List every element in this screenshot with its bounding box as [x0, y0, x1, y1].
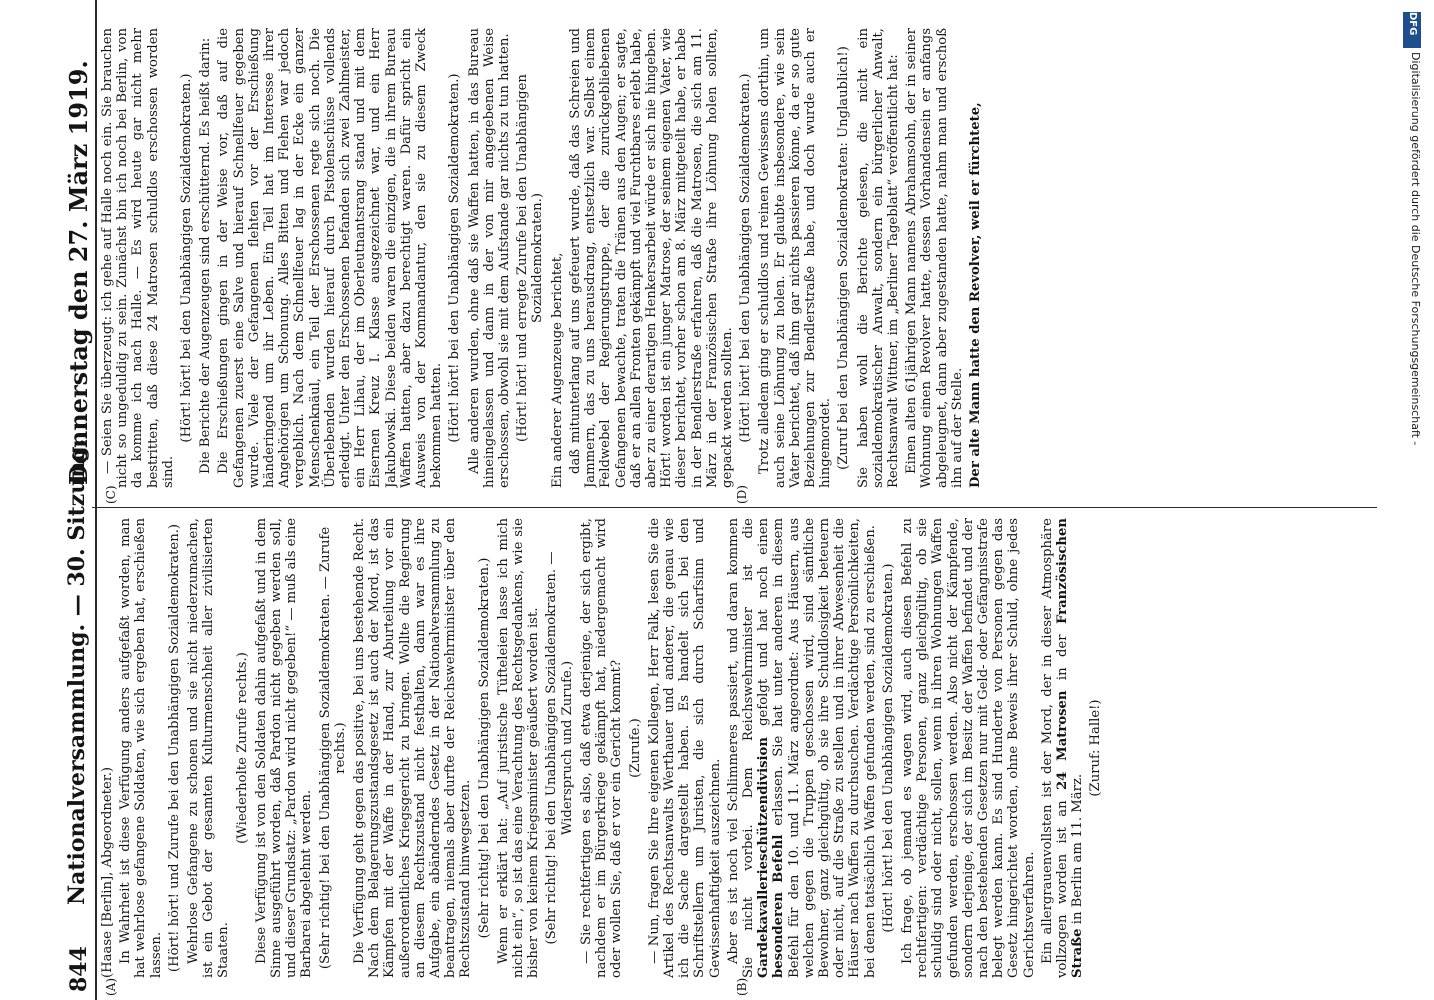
interjection: (Sehr richtig! bei den Unabhängigen Sozialdemokraten.) [476, 557, 492, 939]
margin-mark-a: (A) [104, 977, 118, 996]
paragraph: Wenn er erklärt hat: „Auf juristische Tüfteleien lasse ich mich nicht ein“, so ist das eine Verachtung des Rechtsgedankens, wie sie bisher von keinem Kriegsminister geäußert worden ist. [495, 518, 542, 978]
emphasis-order: besonderen Befehl [771, 834, 787, 978]
quoted-report: Trotz alledem ging er schuldlos und reinen Gewissens dorthin, um auch seine Löhnung zu holen. Er glaubte insbesondere, wie sein Vater berichtet, daß ihm gar nichts passieren könne, da er so gute Beziehungen zur Bendlerstraße habe, und doch wurde auch er hingemordet. [757, 28, 834, 488]
digitization-credit: Digitalisierung gefördert durch die Deutsche Forschungsgemeinschaft - [1409, 52, 1422, 446]
interjection: (Hört! hört! und erregte Zurufe bei den Unabhängigen Sozialdemokraten.) [515, 74, 546, 442]
text-run: Ein allergrauenvollsten ist der Mord, der in dieser Atmosphäre vollzogen worden ist an [1039, 518, 1070, 978]
page-number: 844 [66, 946, 92, 992]
paragraph [726, 518, 878, 978]
paragraph: Diese Verfügung ist von den Soldaten dahin aufgefaßt und in dem Sinne ausgeführt worden, daß Pardon nicht gegeben werden soll, und dieser Grundsatz: „Pardon wird nicht gegeben!“ — muß als eine Barbarei abgelehnt werden. [253, 518, 315, 978]
interjection: (Hört! hört! bei den Unabhängigen Sozialdemokraten.) [447, 73, 463, 443]
interjection: (Wiederholte Zurufe rechts.) [234, 652, 250, 844]
quoted-report: daß mitunterlang auf uns gefeuert wurde, daß das Schreien und Jammern, das zu uns herausdrang, entsetzlich war. Selbst einem Feldwebel der Regierungstruppe, der die zurückgebliebenen Gefangenen bewachte, traten die Tränen aus den Augen; er sagte, daß er an allen Fronten gekämpft und viel Furchtbares erlebt habe, aber zu einer derartigen Henkersarbeit würde er sich nie hingeben. Hört! worden ist ein junger Matrose, der seinem eigenen Vater, wie dieser berichtet, vorher schon am 8. März mitgeteilt habe, er habe in der Bendlerstraße erfahren, daß die Matrosen, die sich am 11. März in der Französischen Straße ihre Löhnung holen sollten, gepackt werden sollten. [567, 28, 735, 488]
header-left-title: Nationalversammlung. — 30. Sitzung. [64, 438, 90, 905]
paragraph: Sie haben wohl die Berichte gelesen, die nicht ein sozialdemokratischer Anwalt, sondern ein bürgerlicher Anwalt, Rechtsanwalt Wittner, im „Berliner Tageblatt“ veröffentlicht hat: [855, 28, 901, 488]
text-run: erlassen. Sie hat unter anderen in diesem Befehl für den 10. und 11. März angeordnet: Aus Häusern, aus welchen gegen die Truppen geschossen wird, sind sämtliche Bewohner, ganz gleichgültig, ob sie ihre Schuldlosigkeit beteuern oder nicht, auf die Straße zu stellen und in ihrer Abwesenheit die Häuser nach Waffen zu durchsuchen. Verdächtige Persönlichkeiten, bei denen tatsächlich Waffen gefunden werden, sind zu erschießen. [771, 518, 878, 978]
interjection: (Zuruf: Halle!) [1088, 699, 1104, 797]
speaker-line: (Haase [Berlin], Abgeordneter.) [100, 766, 115, 978]
digitization-credit-strip [1402, 8, 1428, 998]
paragraph: Der alte Mann hatte den Revolver, weil er fürchtete, [967, 102, 983, 488]
text-run: gefolgt und hat noch einen [756, 518, 772, 726]
paragraph: Die Verfügung geht gegen das positive, bei uns bestehende Recht. Nach dem Belagerungszustandsgesetz ist auch der Mord, ist das Kämpfen mit der Waffe in der Hand, zur Aburteilung vor ein außerordentliches Kriegsgericht zu bringen. Wollte die Regierung an diesem Rechtszustand nicht festhalten, dann war es ihre Aufgabe, ein abänderndes Gesetz in der Nationalversammlung zu beantragen, niemals aber durfte der Reichswehrminister über den Rechtszustand hinwegsetzen. [352, 518, 474, 978]
paragraph: In Wahrheit ist diese Verfügung anders aufgefaßt worden, man hat wehrlose gefangene Soldaten, wie sich ergeben hat, erschießen lassen. [118, 518, 164, 978]
dfg-logo-icon: DFG [1403, 12, 1421, 48]
margin-mark-c: (C) [104, 485, 118, 504]
emphasis-street: Französischen Straße [1054, 518, 1086, 978]
paragraph: Ich frage, ob jemand es wagen wird, auch diesen Befehl zu rechtfertigen: verdächtige Personen, ganz gleichgültig, ob sie schuldig sind oder nicht, sollen, wenn in ihren Wohnungen Waffen gefunden werden, erschossen werden. Also nicht der Kämpfende, sondern derjenige, der sich im Besitz der Waffen befindet und der nach den bestehenden Gesetzen nur mit Geld- oder Gefängnisstrafe belegt werden kann. Es sind Hunderte von Personen gegen das Gesetz hingerichtet worden, ohne Beweis ihrer Schuld, ohne jedes Gerichtsverfahren. [899, 518, 1037, 978]
text-run: Aber es ist noch viel Schlimmeres passiert, und daran kommen Sie nicht vorbei. Dem Reichswehrminister ist die [725, 518, 756, 978]
paragraph: Die Berichte der Augenzeugen sind erschütternd. Es heißt darin: [198, 37, 214, 474]
paragraph: Ein anderer Augenzeuge berichtet, [549, 252, 565, 488]
paragraph: — Seien Sie überzeugt: ich gehe auf Halle noch ein. Sie brauchen nicht so ungeduldig zu sein. Zunächst bin ich noch bei Berlin, von da komme ich nach Halle. — Es wird heute gar nicht mehr bestritten, daß diese 24 Matrosen schuldlos erschossen worden sind. [100, 28, 176, 488]
interjection: (Sehr richtig! bei den Unabhängigen Sozialdemokraten. — Widerspruch und Zurufe.) [544, 551, 575, 945]
emphasis-sailors: 24 Matrosen [1054, 690, 1070, 791]
header-rule [95, 0, 97, 1000]
quoted-report: Die Erschießungen gingen in der Weise vor, daß auf die Gefangenen zuerst eine Salve und hierauf Schnellfeuer gegeben wurde. Viele der Gefangenen flehten vor der Erschießung händeringend um ihr Leben. Ein Teil hat im Interesse ihrer Angehörigen um Schonung. Alles Bitten und Flehen war jedoch vergeblich. Nach dem Schnellfeuer lag in der Ecke ein ganzer Menschenknäul, ein Teil der Erschossenen regte sich noch. Die Überlebenden wurden hierauf durch Pistolenschüsse vollends erledigt. Unter den Erschossenen befanden sich zwei Zahlmeister, ein Herr Lihau, der im Oberleutnantsrang stand und mit dem Eisernen Kreuz I. Klasse ausgezeichnet war, und ein Herr Jakubowski. Diese beiden waren die einzigen, die in ihrem Bureau Waffen hatten, aber dazu berechtigt waren. Dafür spricht ein Ausweis von der Kommandantur, den sie zu diesem Zweck bekommen hatten. [216, 28, 445, 488]
paragraph: — Nun, fragen Sie Ihre eigenen Kollegen, Herr Falk, lesen Sie die Artikel des Rechtsanwalts Werthauer und anderer, die genau wie ich die Sache dargestellt haben. Es handelt sich bei den Schriftstellern um Juristen, die sich durch Scharfsinn und Gewissenhaftigkeit auszeichnen. [646, 518, 723, 978]
column-divider [92, 507, 1377, 508]
interjection: (Zuruf bei den Unabhängigen Sozialdemokraten: Unglaublich!) [836, 46, 852, 470]
interjection: (Hört! hört! bei den Unabhängigen Sozialdemokraten.) [738, 73, 754, 443]
margin-mark-d: (D) [735, 485, 749, 504]
interjection: (Hört! hört! und Zurufe bei den Unabhängigen Sozialdemokraten.) [166, 523, 182, 973]
quoted-report: Einen alten 61jährigen Mann namens Abrahamsohn, der in seiner Wohnung einen Revolver hatte, dessen Vorhandensein er anfangs abgeleugnet, dann aber zugestanden hatte, nahm man und erschoß ihn auf der Stelle. [904, 28, 965, 488]
paragraph [1040, 518, 1086, 978]
text-run: in der [1054, 634, 1070, 681]
interjection: (Zurufe.) [627, 718, 643, 778]
emphasis-division: Gardekavallerieschützendivision [756, 737, 772, 978]
paragraph: — Sie rechtfertigen es also, daß etwa derjenige, der sich ergibt, nachdem er im Bürgerkriege gekämpft hat, niedergemacht wird oder wollen Sie, daß er vor ein Gericht kommt? [578, 518, 625, 978]
interjection: (Sehr richtig! bei den Unabhängigen Sozialdemokraten. — Zurufe rechts.) [317, 526, 348, 970]
interjection: (Hört! hört! bei den Unabhängigen Sozialdemokraten.) [179, 73, 195, 443]
quoted-report: Alle anderen wurden, ohne daß sie Waffen hatten, in das Bureau hineingelassen und dann in der von mir angegebenen Weise erschossen, obwohl sie mit dem Aufstande gar nichts zu tun hatten. [466, 28, 513, 488]
margin-mark-b: (B) [735, 977, 749, 996]
paragraph: Wehrlose Gefangene zu schonen und sie nicht niederzumachen, ist ein Gebot der gesamten Kulturmenschheit aller zivilisierten Staaten. [186, 518, 232, 978]
header-right-date: Donnerstag den 27. März 1919. [64, 60, 93, 485]
left-column [100, 518, 1370, 978]
interjection: (Hört! hört! bei den Unabhängigen Sozialdemokraten.) [880, 563, 896, 933]
right-column [100, 28, 1370, 488]
text-run: in Berlin am 11. März. [1070, 773, 1086, 925]
